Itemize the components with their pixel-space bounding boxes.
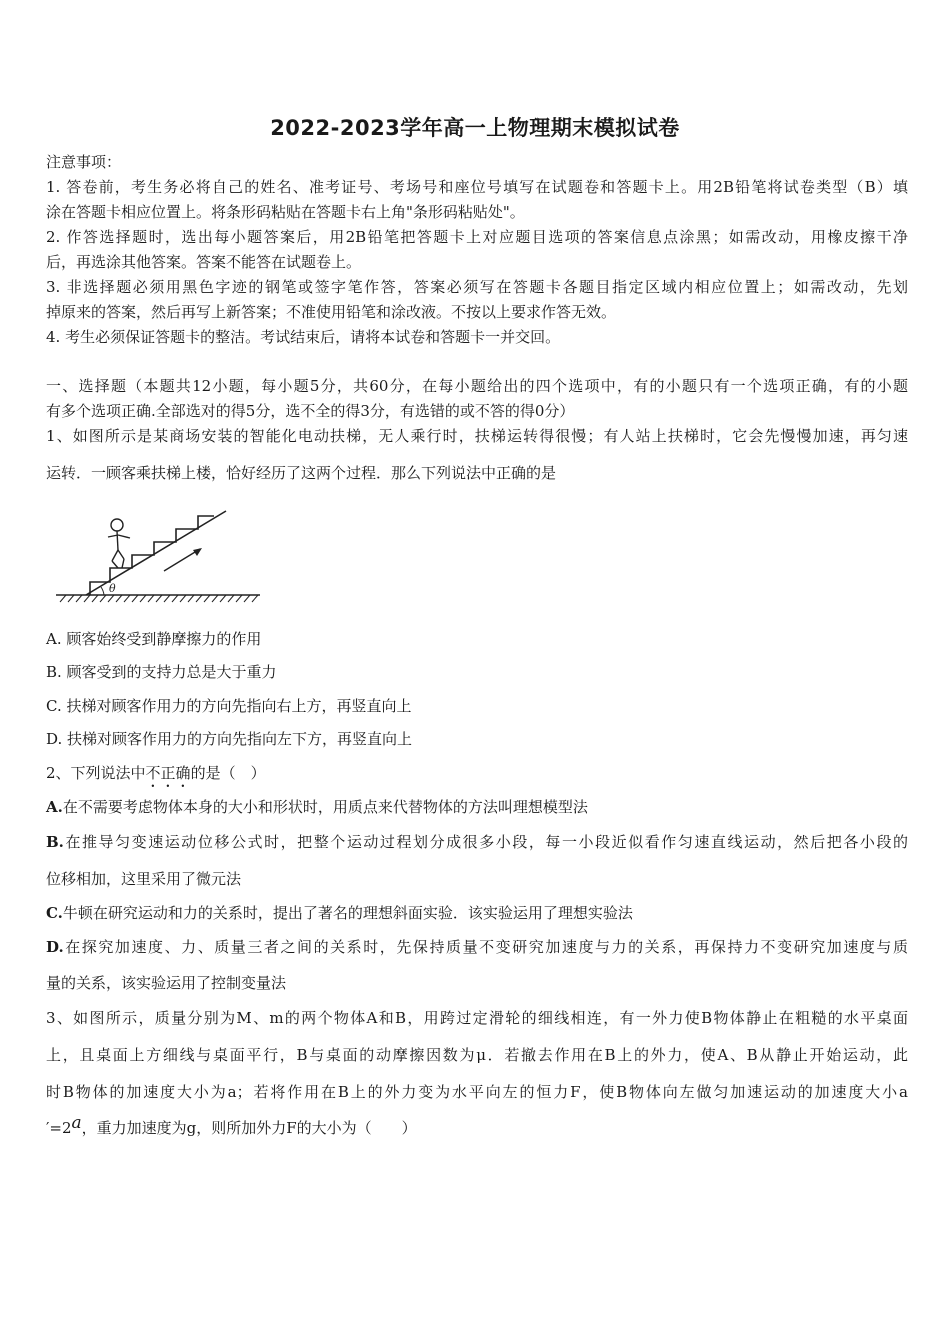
q2-option-b (46, 832, 908, 852)
notice-line-2: 涂在答题卡相应位置上。将条形码粘贴在答题卡右上角"条形码粘贴处"。 (46, 203, 525, 221)
section-header-line-2: 有多个选项正确.全部选对的得5分，选不全的得3分，有选错的或不答的得0分） (46, 402, 575, 420)
q3-stem-line-1: 3、如图所示，质量分别为M、m的两个物体A和B，用跨过定滑轮的细线相连，有一外力使B物体静止在粗糙的水平桌面 (46, 1009, 908, 1027)
q2-option-b-line-2: 位移相加，这里采用了微元法 (46, 870, 242, 888)
q2-option-c (46, 903, 908, 923)
q3-acceleration-symbol: a (71, 1113, 82, 1133)
q2-option-d-text-1: 在探究加速度、力、质量三者之间的关系时，先保持质量不变研究加速度与力的关系，再保持力不变研究加速度与质 (63, 938, 908, 956)
q3-stem-line-2: 上，且桌面上方细线与桌面平行，B与桌面的动摩擦因数为μ．若撤去作用在B上的外力，使A、B从静止开始运动，此 (46, 1046, 908, 1064)
q1-option-a: A. 顾客始终受到静摩擦力的作用 (46, 630, 262, 648)
q1-option-b: B. 顾客受到的支持力总是大于重力 (46, 663, 277, 681)
notice-line-5: 3. 非选择题必须用黑色字迹的钢笔或签字笔作答，答案必须写在答题卡各题目指定区域内相应位置上；如需改动，先划 (46, 278, 908, 296)
q2-option-c-text: 牛顿在研究运动和力的关系时，提出了著名的理想斜面实验．该实验运用了理想实验法 (62, 904, 633, 922)
notice-line-4: 后，再选涂其他答案。答案不能答在试题卷上。 (46, 253, 362, 271)
q2-option-d-line-2: 量的关系，该实验运用了控制变量法 (46, 974, 287, 992)
q3-last-post: ，重力加速度为g，则所加外力F的大小为（ ） (81, 1119, 417, 1137)
theta-label: θ (109, 582, 116, 595)
q2-option-b-letter: B. (46, 833, 64, 851)
q2-stem-post: 的是（ ） (190, 764, 266, 782)
q2-option-c-letter: C. (46, 904, 63, 922)
q1-option-d: D. 扶梯对顾客作用力的方向先指向左下方，再竖直向上 (46, 730, 413, 748)
q2-option-a-letter: A. (46, 798, 63, 816)
notice-heading: 注意事项： (46, 153, 122, 171)
q2-option-d-letter: D. (46, 938, 64, 956)
q2-option-a (46, 797, 908, 817)
q2-option-b-text-1: 在推导匀变速运动位移公式时，把整个运动过程划分成很多小段，每一小段近似看作匀速直线运动，然后把各小段的 (63, 833, 908, 851)
section-header-line-1: 一、选择题（本题共12小题，每小题5分，共60分，在每小题给出的四个选项中，有的小题只有一个选项正确，有的小题 (46, 377, 908, 395)
q2-option-a-text: 在不需要考虑物体本身的大小和形状时，用质点来代替物体的方法叫理想模型法 (62, 798, 588, 816)
notice-line-6: 掉原来的答案，然后再写上新答案；不准使用铅笔和涂改液。不按以上要求作答无效。 (46, 303, 617, 321)
q3-stem-line-3: 时B物体的加速度大小为a；若将作用在B上的外力变为水平向左的恒力F，使B物体向左做匀加速运动的加速度大小a (46, 1083, 908, 1101)
q2-stem (46, 763, 908, 791)
q3-last-pre: ′=2 (46, 1119, 72, 1137)
notice-line-7: 4. 考生必须保证答题卡的整洁。考试结束后，请将本试卷和答题卡一并交回。 (46, 328, 561, 346)
escalator-figure (52, 505, 264, 615)
q2-option-d (46, 937, 908, 957)
page-title: 2022-2023学年高一上物理期末模拟试卷 (270, 116, 680, 140)
notice-line-3: 2. 作答选择题时，选出每小题答案后，用2B铅笔把答题卡上对应题目选项的答案信息点涂黑；如需改动，用橡皮擦干净 (46, 228, 908, 246)
q3-stem-line-4 (46, 1113, 908, 1138)
q1-stem-line-1: 1、如图所示是某商场安装的智能化电动扶梯，无人乘行时，扶梯运转得很慢；有人站上扶梯时，它会先慢慢加速，再匀速 (46, 427, 908, 445)
q2-stem-pre: 2、下列说法中 (46, 764, 146, 782)
q1-stem-line-2: 运转．一顾客乘扶梯上楼，恰好经历了这两个过程．那么下列说法中正确的是 (46, 464, 557, 482)
notice-line-1: 1. 答卷前，考生务必将自己的姓名、准考证号、考场号和座位号填写在试题卷和答题卡上。用2B铅笔将试卷类型（B）填 (46, 178, 908, 196)
q2-stem-emphasis: 不正确 (145, 764, 191, 782)
q1-option-c: C. 扶梯对顾客作用力的方向先指向右上方，再竖直向上 (46, 697, 412, 715)
